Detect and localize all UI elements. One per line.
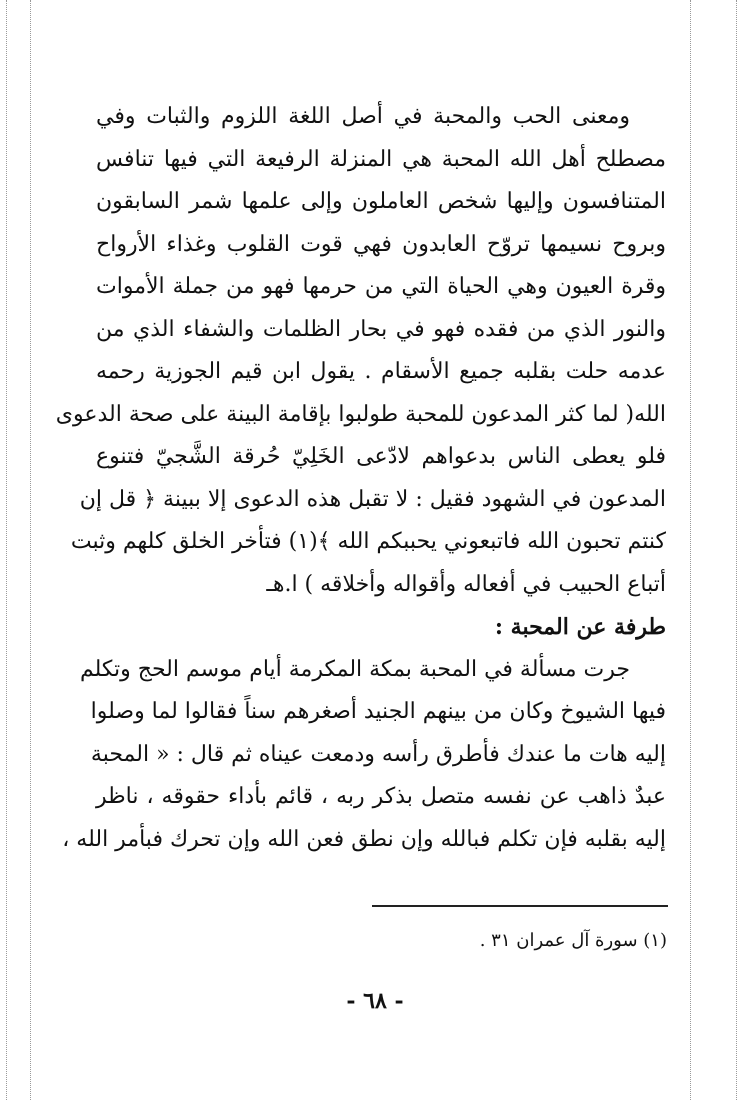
text-line: أتباع الحبيب في أفعاله وأقواله وأخلاقه ) ا.هـ: [266, 571, 666, 597]
text-line: عدمه حلت بقلبه جميع الأسقام . يقول ابن قيم الجوزية رحمه: [96, 359, 666, 384]
body-text: [55, 96, 666, 861]
text-line: إليه بقلبه فإن تكلم فبالله وإن نطق فعن الله وإن تحرك فبأمر الله ،: [62, 826, 666, 852]
text-line: الله( لما كثر المدعون للمحبة طولبوا بإقامة البينة على صحة الدعوى: [55, 401, 666, 427]
margin-guide-line: [6, 0, 7, 1100]
text-line: فلو يعطى الناس بدعواهم لادّعى الخَلِيّ حُرقة الشَّجيّ فتنوع: [96, 444, 666, 469]
margin-guide-line: [690, 0, 691, 1100]
margin-guide-line: [736, 0, 737, 1100]
text-line: عبدٌ ذاهب عن نفسه متصل بذكر ربه ، قائم بأداء حقوقه ، ناظر: [96, 784, 666, 809]
footnote: (١) سورة آل عمران ٣١ .: [479, 930, 667, 951]
text-line: فيها الشيوخ وكان من بينهم الجنيد أصغرهم سناً فقالوا لما وصلوا: [90, 699, 666, 724]
footnote-divider: [372, 905, 668, 907]
text-line: والنور الذي من فقده فهو في بحار الظلمات والشفاء الذي من: [96, 316, 666, 342]
section-heading: طرفة عن المحبة :: [494, 614, 666, 640]
text-line: ومعنى الحب والمحبة في أصل اللغة اللزوم والثبات وفي: [96, 104, 630, 129]
text-line: المدعون في الشهود فقيل : لا تقبل هذه الدعوى إلا ببينة ﴿ قل إن: [79, 486, 666, 512]
margin-guide-line: [30, 0, 31, 1100]
text-line: إليه هات ما عندك فأطرق رأسه ودمعت عيناه ثم قال : « المحبة: [90, 741, 666, 767]
text-line: المتنافسون وإليها شخص العاملون وإلى علمها شمر السابقون: [96, 189, 666, 214]
page-number: - ٦٨ -: [346, 988, 404, 1014]
text-line: وقرة العيون وهي الحياة التي من حرمها فهو من جملة الأموات: [96, 274, 666, 299]
text-line: جرت مسألة في المحبة بمكة المكرمة أيام موسم الحج وتكلم: [79, 656, 630, 682]
text-line: كنتم تحبون الله فاتبعوني يحببكم الله ﴾(١) فتأخر الخلق كلهم وثبت: [70, 529, 666, 554]
text-line: مصطلح أهل الله المحبة هي المنزلة الرفيعة التي فيها تنافس: [96, 146, 666, 172]
text-line: وبروح نسيمها تروّح العابدون فهي قوت القلوب وغذاء الأرواح: [96, 231, 666, 257]
